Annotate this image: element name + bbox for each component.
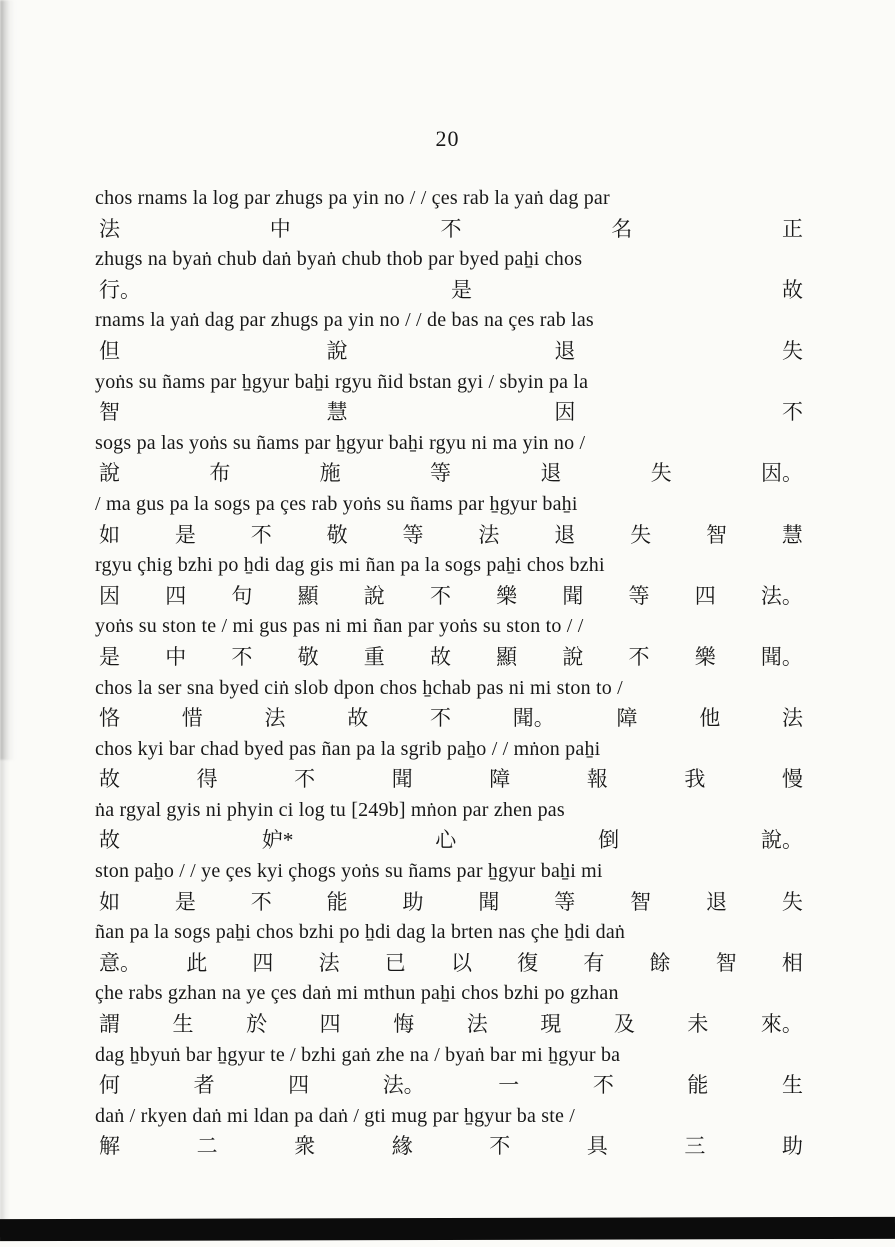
chinese-token: 失 <box>781 338 803 363</box>
chinese-gloss-line <box>95 1009 811 1040</box>
chinese-token: 妒* <box>261 828 294 853</box>
chinese-token: 復 <box>517 950 539 975</box>
chinese-token: 相 <box>781 950 803 975</box>
tibetan-line: rgyu çhig bzhi po ẖdi dag gis mi ñan pa la sogs paẖi chos bzhi <box>95 554 605 577</box>
chinese-token: 退 <box>540 461 562 486</box>
tibetan-line: daṅ / rkyen daṅ mi ldan pa daṅ / gti mug par ẖgyur ba ste / <box>95 1104 576 1127</box>
chinese-token: 緣 <box>391 1134 413 1159</box>
scan-bottom-bar-artifact <box>0 1217 895 1241</box>
chinese-token: 敬 <box>297 644 319 669</box>
chinese-token: 但 <box>99 338 120 363</box>
chinese-token: 四 <box>288 1073 310 1098</box>
chinese-token: 中 <box>269 216 291 241</box>
chinese-token: 正 <box>782 216 803 241</box>
chinese-token: 施 <box>319 461 341 486</box>
chinese-token: 等 <box>554 889 576 914</box>
chinese-token: 重 <box>363 644 385 669</box>
chinese-token: 說 <box>326 338 348 363</box>
chinese-token: 現 <box>540 1012 562 1037</box>
chinese-token: 意。 <box>99 950 141 975</box>
chinese-token: 樂 <box>496 583 518 608</box>
chinese-token: 未 <box>687 1012 709 1037</box>
chinese-token: 心 <box>435 828 457 853</box>
tibetan-line: sogs pa las yoṅs su ñams par ẖgyur baẖi rgyu ni ma yin no / <box>95 431 586 454</box>
chinese-token: 不 <box>430 706 451 731</box>
chinese-token: 法 <box>264 706 286 731</box>
chinese-token: 法 <box>318 950 340 975</box>
chinese-token: 顯 <box>297 583 319 608</box>
tibetan-line: chos la ser sna byed ciṅ slob dpon chos ẖchab pas ni mi ston to / <box>95 676 623 699</box>
chinese-token: 故 <box>99 767 120 792</box>
chinese-token: 聞。 <box>760 644 803 669</box>
chinese-token: 故 <box>347 706 369 731</box>
chinese-token: 生 <box>781 1073 803 1098</box>
tibetan-line: / ma gus pa la sogs pa çes rab yoṅs su ñams par ẖgyur baẖi <box>95 492 578 515</box>
chinese-token: 等 <box>429 461 451 486</box>
chinese-token: 不 <box>628 644 650 669</box>
chinese-token: 障 <box>616 706 638 731</box>
chinese-gloss-line <box>95 520 811 551</box>
chinese-token: 慧 <box>326 400 348 425</box>
chinese-token: 說。 <box>761 828 803 853</box>
chinese-token: 不 <box>440 216 462 241</box>
tibetan-line: ṅa rgyal gyis ni phyin ci log tu [249b] mṅon par zhen pas <box>95 798 565 821</box>
chinese-token: 法。 <box>760 583 803 608</box>
scan-edge-artifact-lower <box>0 760 10 1230</box>
chinese-token: 敬 <box>326 522 348 547</box>
chinese-token: 是 <box>174 889 196 914</box>
chinese-gloss-line <box>95 581 811 612</box>
chinese-token: 因 <box>554 400 576 425</box>
chinese-token: 生 <box>172 1012 194 1037</box>
chinese-token: 名 <box>611 216 633 241</box>
chinese-gloss-line <box>95 1070 811 1101</box>
chinese-token: 聞 <box>562 583 584 608</box>
chinese-token: 一 <box>498 1073 520 1098</box>
tibetan-line: chos kyi bar chad byed pas ñan pa la sgrib paẖo / / mṅon paẖi <box>95 737 601 760</box>
chinese-token: 不 <box>231 644 253 669</box>
chinese-token: 如 <box>99 889 120 914</box>
chinese-token: 樂 <box>694 644 716 669</box>
chinese-token: 助 <box>781 1134 803 1159</box>
chinese-token: 四 <box>165 583 187 608</box>
chinese-token: 句 <box>231 583 253 608</box>
tibetan-line: ñan pa la sogs paẖi chos bzhi po ẖdi dag la brten nas çhe ẖdi daṅ <box>95 921 626 944</box>
chinese-token: 慢 <box>781 767 803 792</box>
tibetan-line: ston paẖo / / ye çes kyi çhogs yoṅs su ñams par ẖgyur baẖi mi <box>95 860 603 883</box>
chinese-token: 中 <box>165 644 187 669</box>
chinese-token: 障 <box>489 767 511 792</box>
tibetan-line: chos rnams la log par zhugs pa yin no / / çes rab la yaṅ dag par <box>95 187 610 209</box>
chinese-token: 不 <box>294 767 316 792</box>
chinese-token: 我 <box>684 767 706 792</box>
chinese-token: 有 <box>583 950 605 975</box>
chinese-token: 何 <box>99 1073 120 1098</box>
chinese-gloss-line <box>95 275 811 306</box>
chinese-gloss-line <box>95 458 811 489</box>
chinese-token: 具 <box>586 1134 608 1159</box>
chinese-token: 能 <box>326 889 348 914</box>
tibetan-line: çhe rabs gzhan na ye çes daṅ mi mthun paẖi chos bzhi po gzhan <box>95 982 619 1005</box>
chinese-token: 能 <box>687 1073 709 1098</box>
chinese-token: 法 <box>478 522 500 547</box>
chinese-token: 四 <box>694 583 716 608</box>
chinese-token: 說 <box>562 644 584 669</box>
chinese-gloss-line <box>95 336 811 367</box>
tibetan-line: dag ẖbyuṅ bar ẖgyur te / bzhi gaṅ zhe na / byaṅ bar mi ẖgyur ba <box>95 1043 621 1066</box>
chinese-token: 不 <box>781 400 803 425</box>
chinese-gloss-line <box>95 214 811 245</box>
text-block <box>95 183 811 1162</box>
chinese-token: 此 <box>186 950 208 975</box>
chinese-token: 法 <box>782 706 803 731</box>
chinese-token: 是 <box>451 277 472 302</box>
chinese-token: 故 <box>99 828 120 853</box>
chinese-token: 四 <box>319 1012 341 1037</box>
chinese-token: 謂 <box>99 1012 120 1037</box>
chinese-token: 餘 <box>649 950 671 975</box>
chinese-token: 智 <box>715 950 737 975</box>
chinese-token: 於 <box>246 1012 268 1037</box>
chinese-token: 故 <box>782 277 803 302</box>
chinese-token: 來。 <box>760 1012 803 1037</box>
tibetan-line: rnams la yaṅ dag par zhugs pa yin no / / de bas na çes rab las <box>95 309 594 332</box>
chinese-token: 悔 <box>393 1012 415 1037</box>
chinese-token: 他 <box>699 706 721 731</box>
chinese-gloss-line <box>95 887 811 918</box>
chinese-token: 說 <box>99 461 120 486</box>
chinese-token: 行。 <box>99 277 141 302</box>
chinese-token: 以 <box>450 950 472 975</box>
tibetan-line: yoṅs su ston te / mi gus pas ni mi ñan par yoṅs su ston to / / <box>95 615 584 638</box>
chinese-gloss-line <box>95 703 811 734</box>
chinese-token: 法。 <box>382 1073 425 1098</box>
chinese-token: 是 <box>174 522 196 547</box>
chinese-token: 聞 <box>391 767 413 792</box>
chinese-token: 等 <box>402 522 424 547</box>
chinese-token: 不 <box>592 1073 614 1098</box>
chinese-token: 不 <box>489 1134 511 1159</box>
chinese-gloss-line <box>95 825 811 856</box>
chinese-token: 四 <box>252 950 274 975</box>
chinese-token: 恪 <box>99 706 120 731</box>
chinese-gloss-line <box>95 764 811 795</box>
chinese-token: 退 <box>554 522 576 547</box>
chinese-token: 不 <box>429 583 451 608</box>
tibetan-line: zhugs na byaṅ chub daṅ byaṅ chub thob par byed paẖi chos <box>95 248 583 271</box>
chinese-token: 不 <box>250 889 272 914</box>
chinese-token: 慧 <box>781 522 803 547</box>
chinese-token: 倒 <box>598 828 620 853</box>
chinese-gloss-line <box>95 642 811 673</box>
tibetan-line: yoṅs su ñams par ẖgyur baẖi rgyu ñid bstan gyi / sbyin pa la <box>95 370 589 393</box>
chinese-token: 因 <box>99 583 120 608</box>
chinese-token: 顯 <box>496 644 518 669</box>
chinese-gloss-line <box>95 1131 811 1162</box>
chinese-token: 失 <box>650 461 672 486</box>
chinese-token: 如 <box>99 522 120 547</box>
chinese-token: 智 <box>99 400 120 425</box>
chinese-token: 二 <box>196 1134 218 1159</box>
chinese-token: 故 <box>429 644 451 669</box>
chinese-token: 不 <box>250 522 272 547</box>
chinese-gloss-line <box>95 948 811 979</box>
chinese-token: 解 <box>99 1134 120 1159</box>
chinese-token: 已 <box>384 950 406 975</box>
chinese-token: 及 <box>613 1012 635 1037</box>
chinese-token: 衆 <box>294 1134 316 1159</box>
chinese-token: 得 <box>196 767 218 792</box>
chinese-token: 法 <box>466 1012 488 1037</box>
page-number: 20 <box>435 126 460 151</box>
chinese-token: 布 <box>209 461 231 486</box>
chinese-token: 法 <box>99 216 120 241</box>
chinese-token: 聞。 <box>512 706 555 731</box>
chinese-token: 是 <box>99 644 120 669</box>
chinese-token: 說 <box>363 583 385 608</box>
chinese-token: 失 <box>630 522 652 547</box>
chinese-token: 報 <box>586 767 608 792</box>
chinese-token: 退 <box>706 889 727 914</box>
chinese-token: 聞 <box>478 889 500 914</box>
chinese-token: 失 <box>781 889 803 914</box>
chinese-token: 因。 <box>760 461 803 486</box>
scan-edge-artifact <box>0 0 16 760</box>
chinese-token: 退 <box>554 338 576 363</box>
chinese-gloss-line <box>95 397 811 428</box>
chinese-token: 智 <box>630 889 652 914</box>
chinese-token: 等 <box>628 583 650 608</box>
chinese-token: 助 <box>402 889 424 914</box>
chinese-token: 三 <box>684 1134 706 1159</box>
chinese-token: 智 <box>706 522 727 547</box>
chinese-token: 者 <box>193 1073 215 1098</box>
chinese-token: 惜 <box>181 706 203 731</box>
